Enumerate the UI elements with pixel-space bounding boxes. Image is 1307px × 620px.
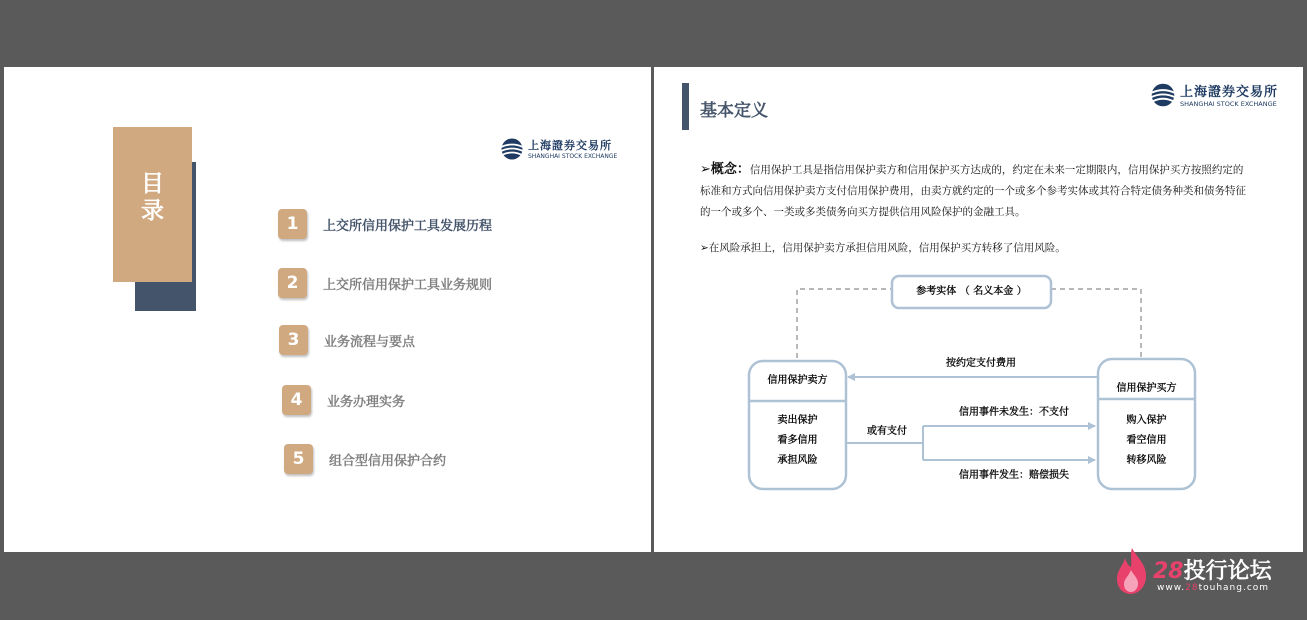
- toc-item-5[interactable]: [284, 444, 446, 474]
- risk-text: ➢在风险承担上，信用保护卖方承担信用风险，信用保护买方转移了信用风险。: [700, 242, 1066, 254]
- seller-reference-dashed-line: [797, 289, 892, 358]
- watermark-title: [1153, 554, 1272, 585]
- buyer-role-3: 转移风险: [1126, 455, 1167, 466]
- toc-item-2[interactable]: [278, 268, 492, 298]
- toc-item-label: 上交所信用保护工具业务规则: [323, 277, 493, 293]
- buyer-roles: [1098, 411, 1195, 471]
- sse-logo: [499, 137, 617, 160]
- watermark-text: 投行论坛: [1183, 559, 1272, 584]
- toc-item-4[interactable]: [282, 385, 405, 415]
- concept-marker: ➢: [700, 162, 711, 177]
- fee-label: 按约定支付费用: [946, 358, 1016, 369]
- watermark-number: 28: [1153, 559, 1184, 584]
- toc-title: [113, 171, 192, 225]
- sse-logo-icon: [499, 138, 525, 160]
- watermark-url-suffix: touhang.com: [1198, 583, 1270, 593]
- toc-title-text: 目录: [140, 171, 164, 224]
- toc-item-label: 上交所信用保护工具发展历程: [323, 218, 493, 234]
- no-event-label: 信用事件未发生：不支付: [959, 407, 1069, 418]
- logo-english: SHANGHAI STOCK EXCHANGE: [1180, 100, 1277, 108]
- seller-role-3: 承担风险: [777, 455, 818, 466]
- slide-definition: [654, 67, 1303, 552]
- logo-chinese: 上海證券交易所: [528, 139, 612, 152]
- watermark-url: [1157, 583, 1269, 593]
- watermark-url-prefix: www.: [1157, 583, 1186, 593]
- seller-title: 信用保护卖方: [767, 375, 828, 386]
- buyer-title: 信用保护买方: [1116, 383, 1177, 394]
- buyer-role-1: 购入保护: [1126, 415, 1167, 426]
- seller-role-2: 看多信用: [777, 435, 818, 446]
- toc-item-number: 4: [282, 385, 311, 415]
- watermark: [1113, 546, 1303, 606]
- flame-icon: [1113, 546, 1151, 596]
- seller-roles: [749, 411, 846, 471]
- concept-text: 信用保护工具是指信用保护卖方和信用保护买方达成的，约定在未来一定期限内，信用保护买方按照约定的标准和方式向信用保护卖方支付信用保护费用，由卖方就约定的一个或多个参考实体或其符合特定债务种类和债务特征的一个或多个、一类或多类债务向买方提供信用风险保护的金融工具。: [700, 164, 1246, 218]
- toc-item-number: 3: [279, 325, 308, 355]
- slide-toc: [4, 67, 651, 552]
- toc-item-3[interactable]: [279, 325, 415, 355]
- watermark-url-highlight: 28: [1185, 583, 1199, 593]
- slide-title: 基本定义: [700, 101, 768, 121]
- toc-item-number: 2: [278, 268, 307, 298]
- toc-item-label: 组合型信用保护合约: [329, 453, 447, 469]
- seller-role-1: 卖出保护: [777, 415, 818, 426]
- contingent-label: 或有支付: [867, 426, 907, 437]
- toc-item-number: 1: [278, 209, 307, 239]
- logo-chinese: 上海證券交易所: [1180, 85, 1279, 100]
- toc-item-1[interactable]: [278, 209, 492, 239]
- event-label: 信用事件发生：赔偿损失: [959, 470, 1069, 481]
- toc-item-label: 业务办理实务: [327, 394, 406, 410]
- concept-label: 概念：: [710, 162, 750, 177]
- reference-entity-label: 参考实体 （ 名义本金 ）: [916, 286, 1027, 297]
- toc-item-number: 5: [284, 444, 313, 474]
- toc-item-label: 业务流程与要点: [324, 334, 416, 350]
- logo-english: SHANGHAI STOCK EXCHANGE: [528, 153, 618, 160]
- buyer-role-2: 看空信用: [1126, 435, 1167, 446]
- buyer-reference-dashed-line: [1051, 289, 1141, 358]
